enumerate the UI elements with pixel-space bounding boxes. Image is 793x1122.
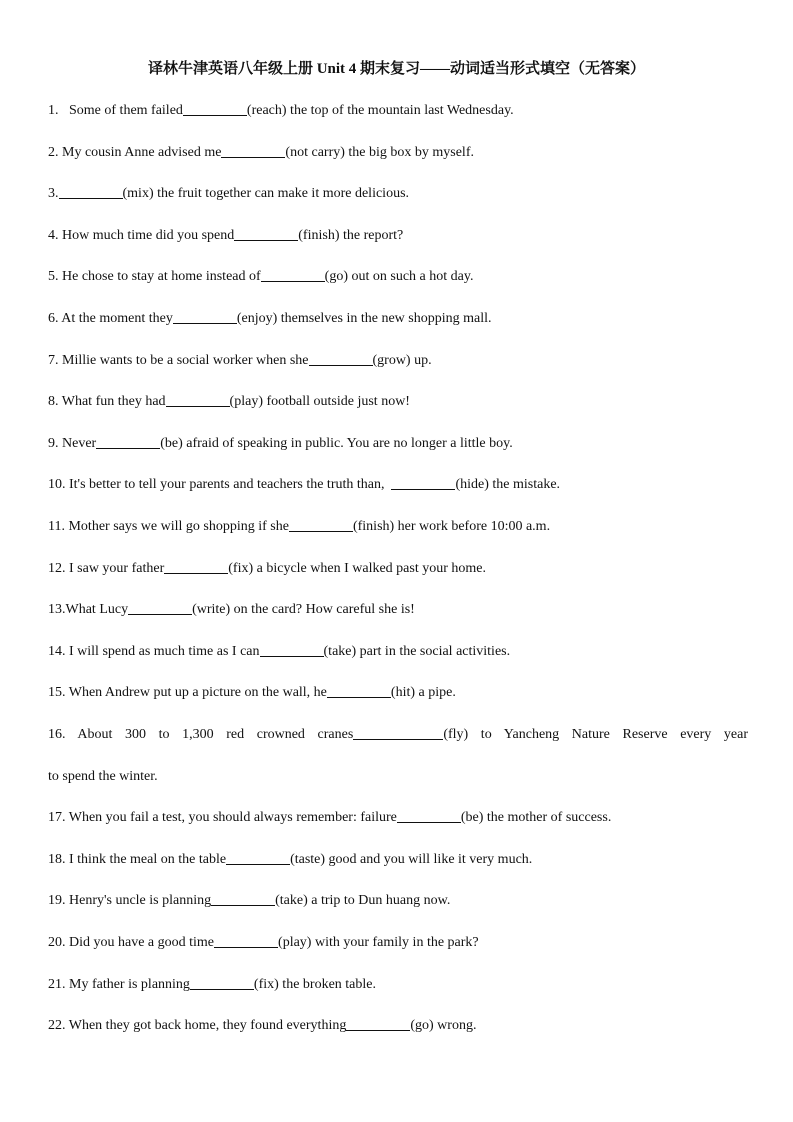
question-text: What Lucy	[65, 602, 129, 617]
question-number: 10.	[48, 477, 66, 492]
question-3	[48, 184, 409, 204]
question-hint: (taste) good and you will like it very much.	[290, 852, 533, 867]
answer-blank[interactable]	[173, 309, 237, 324]
question-text: Did you have a good time	[69, 935, 215, 950]
answer-blank[interactable]	[96, 434, 160, 449]
question-hint: (mix) the fruit together can make it more delicious.	[122, 186, 410, 201]
question-number: 3.	[48, 186, 59, 201]
question-12	[48, 559, 486, 579]
question-19	[48, 891, 450, 911]
question-11	[48, 517, 550, 537]
question-hint: (take) a trip to Dun huang now.	[275, 893, 451, 908]
answer-blank[interactable]	[353, 725, 443, 740]
question-text: About 300 to 1,300 red crowned cranes	[77, 727, 354, 742]
question-text: Henry's uncle is planning	[69, 893, 212, 908]
question-text: When you fail a test, you should always remember: failure	[68, 810, 397, 825]
answer-blank[interactable]	[166, 392, 230, 407]
answer-blank[interactable]	[59, 184, 123, 199]
question-text: What fun they had	[61, 394, 166, 409]
question-hint: (take) part in the social activities.	[323, 644, 511, 659]
question-6	[48, 309, 492, 329]
question-14	[48, 642, 510, 662]
question-8	[48, 392, 410, 412]
answer-blank[interactable]	[289, 517, 353, 532]
question-text: I saw your father	[69, 561, 165, 576]
question-number: 20.	[48, 935, 66, 950]
question-7	[48, 351, 432, 371]
question-number: 1.	[48, 103, 59, 118]
question-text: He chose to stay at home instead of	[62, 269, 261, 284]
answer-blank[interactable]	[346, 1016, 410, 1031]
question-text: At the moment they	[61, 311, 173, 326]
question-text: I think the meal on the table	[69, 852, 227, 867]
question-number: 12.	[48, 561, 66, 576]
question-hint: (hit) a pipe.	[390, 685, 456, 700]
question-number: 9.	[48, 436, 59, 451]
question-4	[48, 226, 403, 246]
question-hint: (hide) the mistake.	[455, 477, 561, 492]
question-9	[48, 434, 513, 454]
answer-blank[interactable]	[128, 600, 192, 615]
answer-blank[interactable]	[327, 683, 391, 698]
question-number: 22.	[48, 1018, 66, 1033]
question-text: Millie wants to be a social worker when she	[62, 353, 309, 368]
answer-blank[interactable]	[309, 351, 373, 366]
question-16-continuation: to spend the winter.	[48, 769, 158, 784]
answer-blank[interactable]	[214, 933, 278, 948]
question-number: 7.	[48, 353, 59, 368]
question-text: Mother says we will go shopping if she	[68, 519, 289, 534]
question-hint: (finish) her work before 10:00 a.m.	[352, 519, 551, 534]
question-number: 4.	[48, 228, 59, 243]
question-text: My cousin Anne advised me	[62, 145, 222, 160]
question-2	[48, 143, 474, 163]
question-number: 13.	[48, 602, 66, 617]
answer-blank[interactable]	[183, 101, 247, 116]
question-number: 8.	[48, 394, 59, 409]
question-21	[48, 975, 376, 995]
question-18	[48, 850, 532, 870]
question-number: 6.	[48, 311, 59, 326]
question-text: My father is planning	[69, 977, 190, 992]
answer-blank[interactable]	[261, 267, 325, 282]
question-20	[48, 933, 479, 953]
answer-blank[interactable]	[234, 226, 298, 241]
question-10	[48, 475, 560, 495]
question-5	[48, 267, 473, 287]
question-hint: (go) out on such a hot day.	[324, 269, 474, 284]
answer-blank[interactable]	[211, 891, 275, 906]
question-number: 2.	[48, 145, 59, 160]
question-number: 16.	[48, 727, 66, 742]
question-1	[48, 101, 514, 121]
question-22	[48, 1016, 476, 1036]
question-text: When Andrew put up a picture on the wall, he	[68, 685, 327, 700]
question-number: 17.	[48, 810, 66, 825]
question-number: 14.	[48, 644, 66, 659]
question-number: 19.	[48, 893, 66, 908]
question-hint: (fly) to Yancheng Nature Reserve every year	[443, 727, 748, 742]
page-title: 译林牛津英语八年级上册 Unit 4 期末复习——动词适当形式填空（无答案）	[147, 61, 646, 77]
question-text: When they got back home, they found everything	[68, 1018, 347, 1033]
question-hint: (fix) a bicycle when I walked past your home.	[228, 561, 486, 576]
question-hint: (go) wrong.	[410, 1018, 477, 1033]
question-17	[48, 808, 611, 828]
question-number: 11.	[48, 519, 65, 534]
answer-blank[interactable]	[260, 642, 324, 657]
question-number: 18.	[48, 852, 66, 867]
answer-blank[interactable]	[190, 975, 254, 990]
question-hint: (be) the mother of success.	[460, 810, 612, 825]
question-hint: (not carry) the big box by myself.	[285, 145, 474, 160]
answer-blank[interactable]	[221, 143, 285, 158]
question-text: Some of them failed	[69, 103, 183, 118]
question-number: 15.	[48, 685, 66, 700]
question-hint: (write) on the card? How careful she is!	[192, 602, 415, 617]
answer-blank[interactable]	[397, 808, 461, 823]
question-15	[48, 683, 456, 703]
question-hint: (fix) the broken table.	[253, 977, 376, 992]
question-hint: (finish) the report?	[298, 228, 404, 243]
question-text: Never	[62, 436, 97, 451]
question-text: It's better to tell your parents and teachers the truth than,	[69, 477, 385, 492]
question-text: How much time did you spend	[62, 228, 235, 243]
question-number: 5.	[48, 269, 59, 284]
question-hint: (reach) the top of the mountain last Wednesday.	[246, 103, 514, 118]
question-13	[48, 600, 415, 620]
answer-blank[interactable]	[226, 850, 290, 865]
question-text: I will spend as much time as I can	[69, 644, 260, 659]
question-hint: (enjoy) themselves in the new shopping mall.	[236, 311, 492, 326]
question-hint: (grow) up.	[372, 353, 432, 368]
question-hint: (play) football outside just now!	[229, 394, 410, 409]
question-number: 21.	[48, 977, 66, 992]
answer-blank[interactable]	[391, 475, 455, 490]
question-hint: (play) with your family in the park?	[278, 935, 479, 950]
question-hint: (be) afraid of speaking in public. You are no longer a little boy.	[160, 436, 513, 451]
question-16	[48, 725, 748, 745]
answer-blank[interactable]	[164, 559, 228, 574]
